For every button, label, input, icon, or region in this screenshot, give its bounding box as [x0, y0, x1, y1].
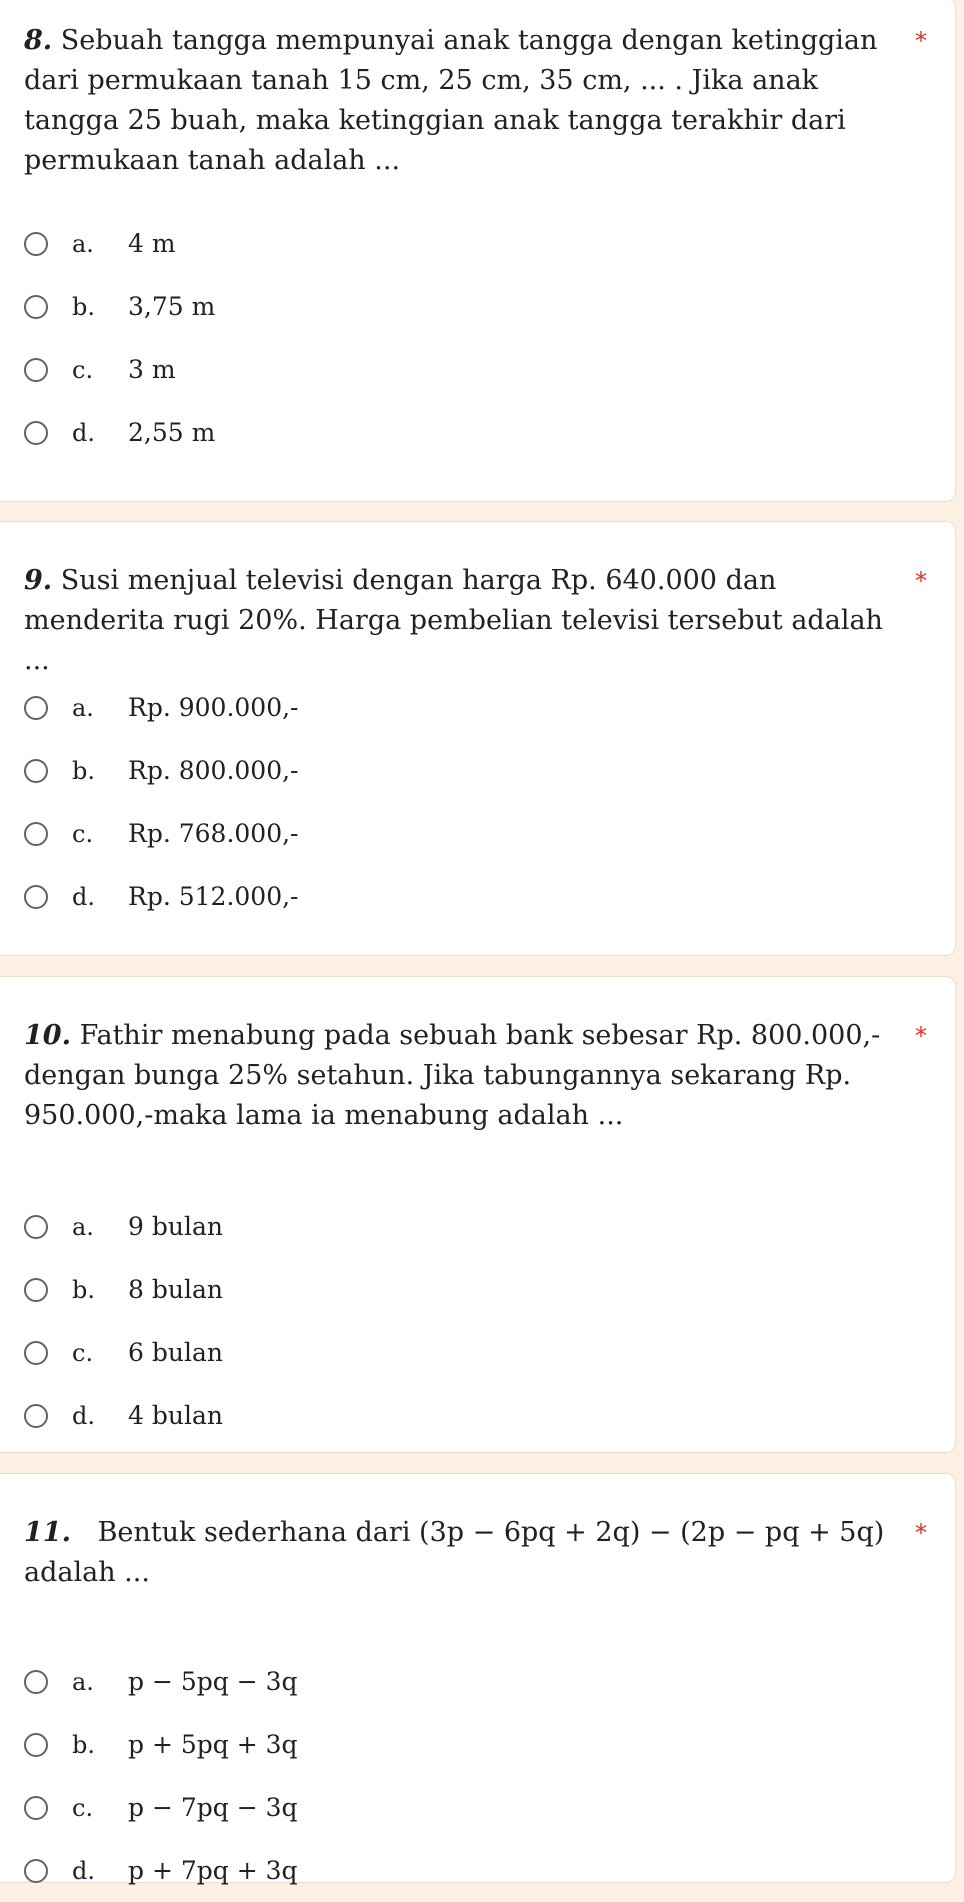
- option-text: 8 bulan: [128, 1275, 223, 1304]
- option-letter: a.: [72, 693, 94, 722]
- question-card-8: [0, 0, 956, 502]
- option-letter: b.: [72, 756, 95, 785]
- option-c[interactable]: [24, 1776, 298, 1839]
- option-letter: c.: [72, 819, 94, 848]
- question-number: 11.: [24, 1517, 71, 1548]
- radio-button[interactable]: [24, 1859, 48, 1883]
- question-text: Susi menjual televisi dengan harga Rp. 640.000 dan menderita rugi 20%. Harga pembelian televisi tersebut adalah ...: [24, 565, 883, 676]
- question-title: [0, 522, 955, 681]
- radio-button[interactable]: [24, 696, 48, 720]
- option-text: 4 bulan: [128, 1401, 223, 1430]
- question-number: 10.: [24, 1020, 71, 1051]
- option-text: p + 7pq + 3q: [128, 1856, 298, 1885]
- option-a[interactable]: [24, 212, 215, 275]
- question-card-11: [0, 1473, 956, 1883]
- question-number: 9.: [24, 565, 53, 596]
- option-letter: c.: [72, 1793, 94, 1822]
- option-letter: d.: [72, 418, 95, 447]
- question-title: [0, 977, 955, 1136]
- option-c[interactable]: [24, 1321, 223, 1384]
- option-text: 6 bulan: [128, 1338, 223, 1367]
- option-text: 2,55 m: [128, 418, 216, 447]
- option-b[interactable]: [24, 1713, 298, 1776]
- question-text: Fathir menabung pada sebuah bank sebesar Rp. 800.000,- dengan bunga 25% setahun. Jika tabungannya sekarang Rp. 950.000,-maka lama ia menabung adalah ...: [24, 1020, 881, 1131]
- options-group: [24, 1195, 223, 1447]
- option-text: 3,75 m: [128, 292, 216, 321]
- radio-button[interactable]: [24, 1670, 48, 1694]
- option-text: 3 m: [128, 355, 176, 384]
- options-group: [24, 212, 215, 464]
- option-letter: a.: [72, 229, 94, 258]
- option-c[interactable]: [24, 338, 215, 401]
- radio-button[interactable]: [24, 1215, 48, 1239]
- question-title: [0, 0, 955, 181]
- radio-button[interactable]: [24, 1278, 48, 1302]
- option-letter: d.: [72, 1401, 95, 1430]
- radio-button[interactable]: [24, 232, 48, 256]
- question-text: Sebuah tangga mempunyai anak tangga dengan ketinggian dari permukaan tanah 15 cm, 25 cm, 35 cm, ... . Jika anak tangga 25 buah, maka ketinggian anak tangga terakhir dari permukaan tanah adalah ...: [24, 25, 878, 176]
- required-asterisk: *: [915, 27, 927, 55]
- option-letter: b.: [72, 292, 95, 321]
- option-d[interactable]: [24, 865, 299, 928]
- question-title: [0, 1474, 955, 1593]
- radio-button[interactable]: [24, 1404, 48, 1428]
- option-letter: a.: [72, 1212, 94, 1241]
- required-asterisk: *: [915, 567, 927, 595]
- required-asterisk: *: [915, 1519, 927, 1547]
- option-a[interactable]: [24, 1195, 223, 1258]
- radio-button[interactable]: [24, 1796, 48, 1820]
- option-letter: c.: [72, 355, 94, 384]
- option-text: p − 7pq − 3q: [128, 1793, 298, 1822]
- question-card-9: [0, 521, 956, 956]
- option-letter: d.: [72, 882, 95, 911]
- option-text: 9 bulan: [128, 1212, 223, 1241]
- radio-button[interactable]: [24, 295, 48, 319]
- option-text: Rp. 800.000,-: [128, 756, 299, 785]
- option-text: p + 5pq + 3q: [128, 1730, 298, 1759]
- options-group: [24, 1650, 298, 1902]
- option-b[interactable]: [24, 1258, 223, 1321]
- option-letter: d.: [72, 1856, 95, 1885]
- question-number: 8.: [24, 25, 53, 56]
- option-text: 4 m: [128, 229, 176, 258]
- option-b[interactable]: [24, 739, 299, 802]
- option-letter: c.: [72, 1338, 94, 1367]
- option-a[interactable]: [24, 1650, 298, 1713]
- options-group: [24, 676, 299, 928]
- question-card-10: [0, 976, 956, 1453]
- required-asterisk: *: [915, 1022, 927, 1050]
- option-letter: b.: [72, 1275, 95, 1304]
- option-c[interactable]: [24, 802, 299, 865]
- option-letter: a.: [72, 1667, 94, 1696]
- radio-button[interactable]: [24, 822, 48, 846]
- option-text: Rp. 512.000,-: [128, 882, 299, 911]
- question-text: Bentuk sederhana dari (3p − 6pq + 2q) − (2p − pq + 5q) adalah ...: [24, 1517, 885, 1588]
- radio-button[interactable]: [24, 1341, 48, 1365]
- option-text: Rp. 768.000,-: [128, 819, 299, 848]
- option-a[interactable]: [24, 676, 299, 739]
- option-d[interactable]: [24, 1839, 298, 1902]
- option-text: Rp. 900.000,-: [128, 693, 299, 722]
- option-d[interactable]: [24, 401, 215, 464]
- option-text: p − 5pq − 3q: [128, 1667, 298, 1696]
- radio-button[interactable]: [24, 358, 48, 382]
- option-b[interactable]: [24, 275, 215, 338]
- radio-button[interactable]: [24, 1733, 48, 1757]
- radio-button[interactable]: [24, 759, 48, 783]
- radio-button[interactable]: [24, 421, 48, 445]
- option-letter: b.: [72, 1730, 95, 1759]
- radio-button[interactable]: [24, 885, 48, 909]
- option-d[interactable]: [24, 1384, 223, 1447]
